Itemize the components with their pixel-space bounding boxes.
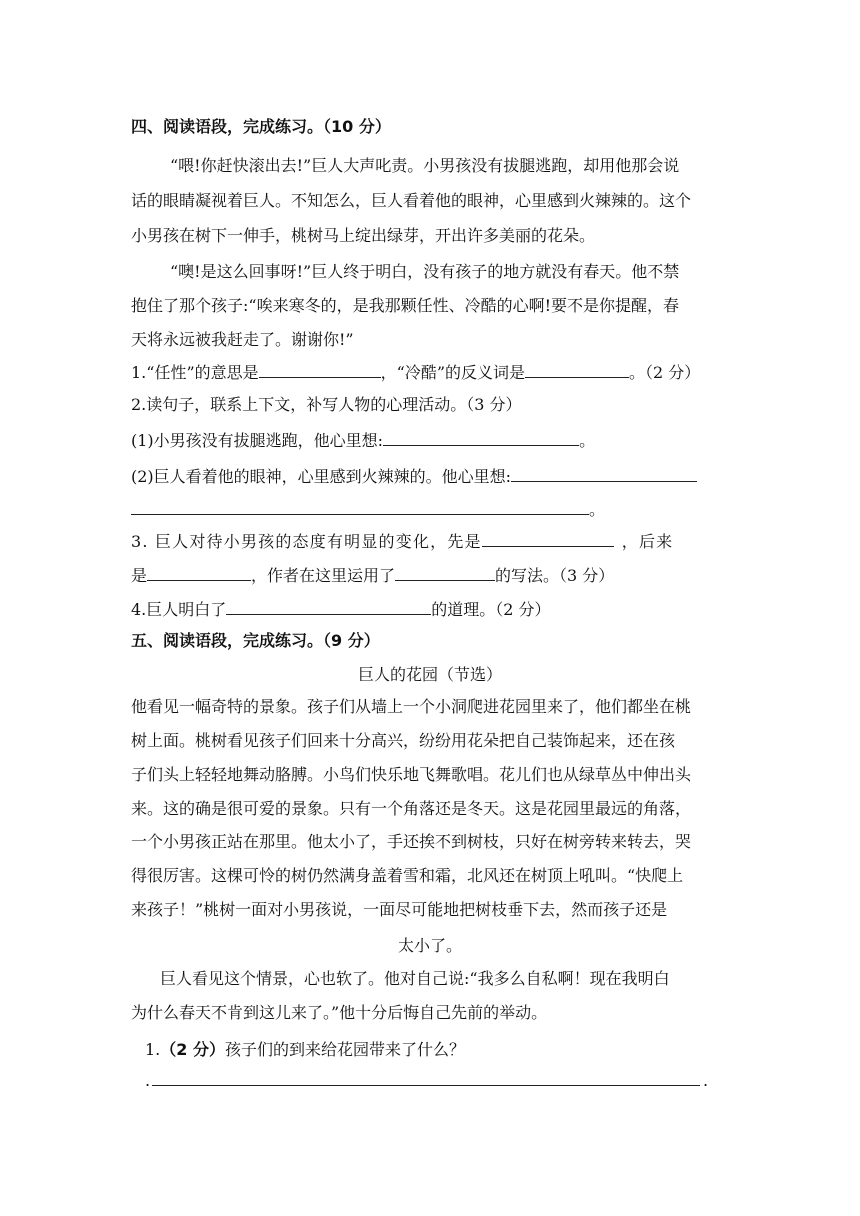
answer-blank[interactable] <box>395 564 495 581</box>
question-text: 3. 巨人对待小男孩的态度有明显的变化，先是 <box>131 532 482 551</box>
section4-heading: 四、阅读语段，完成练习。（10 分） <box>131 117 391 136</box>
passage-line: 来孩子！”桃树一面对小男孩说，一面尽可能地把树枝垂下去，然而孩子还是 <box>131 900 668 919</box>
answer-line-dot-left: . <box>145 1071 151 1090</box>
passage-line: 子们头上轻轻地舞动胳膊。小鸟们快乐地飞舞歌唱。花儿们也从绿草丛中伸出头 <box>131 765 692 784</box>
answer-blank[interactable] <box>525 361 629 378</box>
question-2-2 <box>131 465 697 487</box>
question-text: (1)小男孩没有拔腿逃跑，他心里想: <box>131 431 384 450</box>
period: 。 <box>579 431 596 450</box>
answer-blank[interactable] <box>259 361 381 378</box>
passage-line: “噢!是这么回事呀!”巨人终于明白，没有孩子的地方就没有春天。他不禁 <box>170 262 680 281</box>
passage-line: 天将永远被我赶走了。谢谢你!” <box>131 330 354 349</box>
question-4 <box>131 598 551 620</box>
passage-line: 树上面。桃树看见孩子们回来十分高兴，纷纷用花朵把自己装饰起来，还在孩 <box>131 731 676 750</box>
question-score: 。（2 分） <box>629 363 701 382</box>
passage-line: 话的眼睛凝视着巨人。不知怎么，巨人看着他的眼神，心里感到火辣辣的。这个 <box>131 191 692 210</box>
passage-line: 来。这的确是很可爱的景象。只有一个角落还是冬天。这是花园里最远的角落， <box>131 799 692 818</box>
question-score: （2 分） <box>160 1040 225 1059</box>
passage-line: 一个小男孩正站在那里。他太小了，手还挨不到树枝，只好在树旁转来转去，哭 <box>131 832 692 851</box>
passage-line: 得很厉害。这棵可怜的树仍然满身盖着雪和霜，北风还在树顶上吼叫。“快爬上 <box>131 866 684 885</box>
section5-heading: 五、阅读语段，完成练习。（9 分） <box>131 631 380 650</box>
answer-blank[interactable] <box>383 429 579 446</box>
answer-blank[interactable] <box>131 498 589 515</box>
passage-line: “喂!你赶快滚出去!”巨人大声叱责。小男孩没有拔腿逃跑，却用他那会说 <box>170 156 680 175</box>
question-text: 的写法。（3 分） <box>495 566 615 585</box>
answer-line-dot-right: . <box>703 1071 709 1090</box>
question-text: ，“冷酷”的反义词是 <box>380 363 526 382</box>
question-2-1 <box>131 429 595 451</box>
question-text: ，作者在这里运用了 <box>251 566 396 585</box>
question-3-continued <box>131 564 614 586</box>
question-2: 2.读句子，联系上下文，补写人物的心理活动。（3 分） <box>131 395 522 414</box>
question-text: 4.巨人明白了 <box>131 600 227 619</box>
question-1 <box>131 361 700 383</box>
answer-blank[interactable] <box>147 564 251 581</box>
question-3 <box>131 530 673 552</box>
period: 。 <box>589 500 606 519</box>
question-2-2-continued <box>131 498 605 520</box>
passage-line: 抱住了那个孩子:“唉来寒冬的，是我那颗任性、冷酷的心啊!要不是你提醒，春 <box>131 296 680 315</box>
question-text: 孩子们的到来给花园带来了什么？ <box>224 1040 465 1059</box>
passage-line: 为什么春天不肯到这儿来了。”他十分后悔自己先前的举动。 <box>131 1003 548 1022</box>
passage-line: 他看见一幅奇特的景象。孩子们从墙上一个小洞爬进花园里来了，他们都坐在桃 <box>131 697 692 716</box>
answer-blank[interactable] <box>482 530 614 547</box>
passage-line: 巨人看见这个情景，心也软了。他对自己说:“我多么自私啊！现在我明白 <box>160 969 670 988</box>
passage-title: 巨人的花园（节选） <box>357 665 502 684</box>
passage-line: 小男孩在树下一伸手，桃树马上绽出绿芽，开出许多美丽的花朵。 <box>131 226 596 245</box>
question-text: 1.“任性”的意思是 <box>131 363 259 382</box>
answer-blank[interactable] <box>511 465 697 482</box>
passage-line-end: 太小了。 <box>397 936 462 955</box>
question-text: ，后来 <box>621 532 674 551</box>
question-text: (2)巨人看着他的眼神，心里感到火辣辣的。他心里想: <box>131 467 512 486</box>
answer-blank[interactable] <box>226 598 431 615</box>
question-text: 是 <box>131 566 148 585</box>
question-text: 的道理。（2 分） <box>431 600 551 619</box>
answer-line[interactable] <box>152 1085 700 1086</box>
question-number: 1. <box>145 1040 161 1059</box>
section5-question-1 <box>145 1040 465 1060</box>
